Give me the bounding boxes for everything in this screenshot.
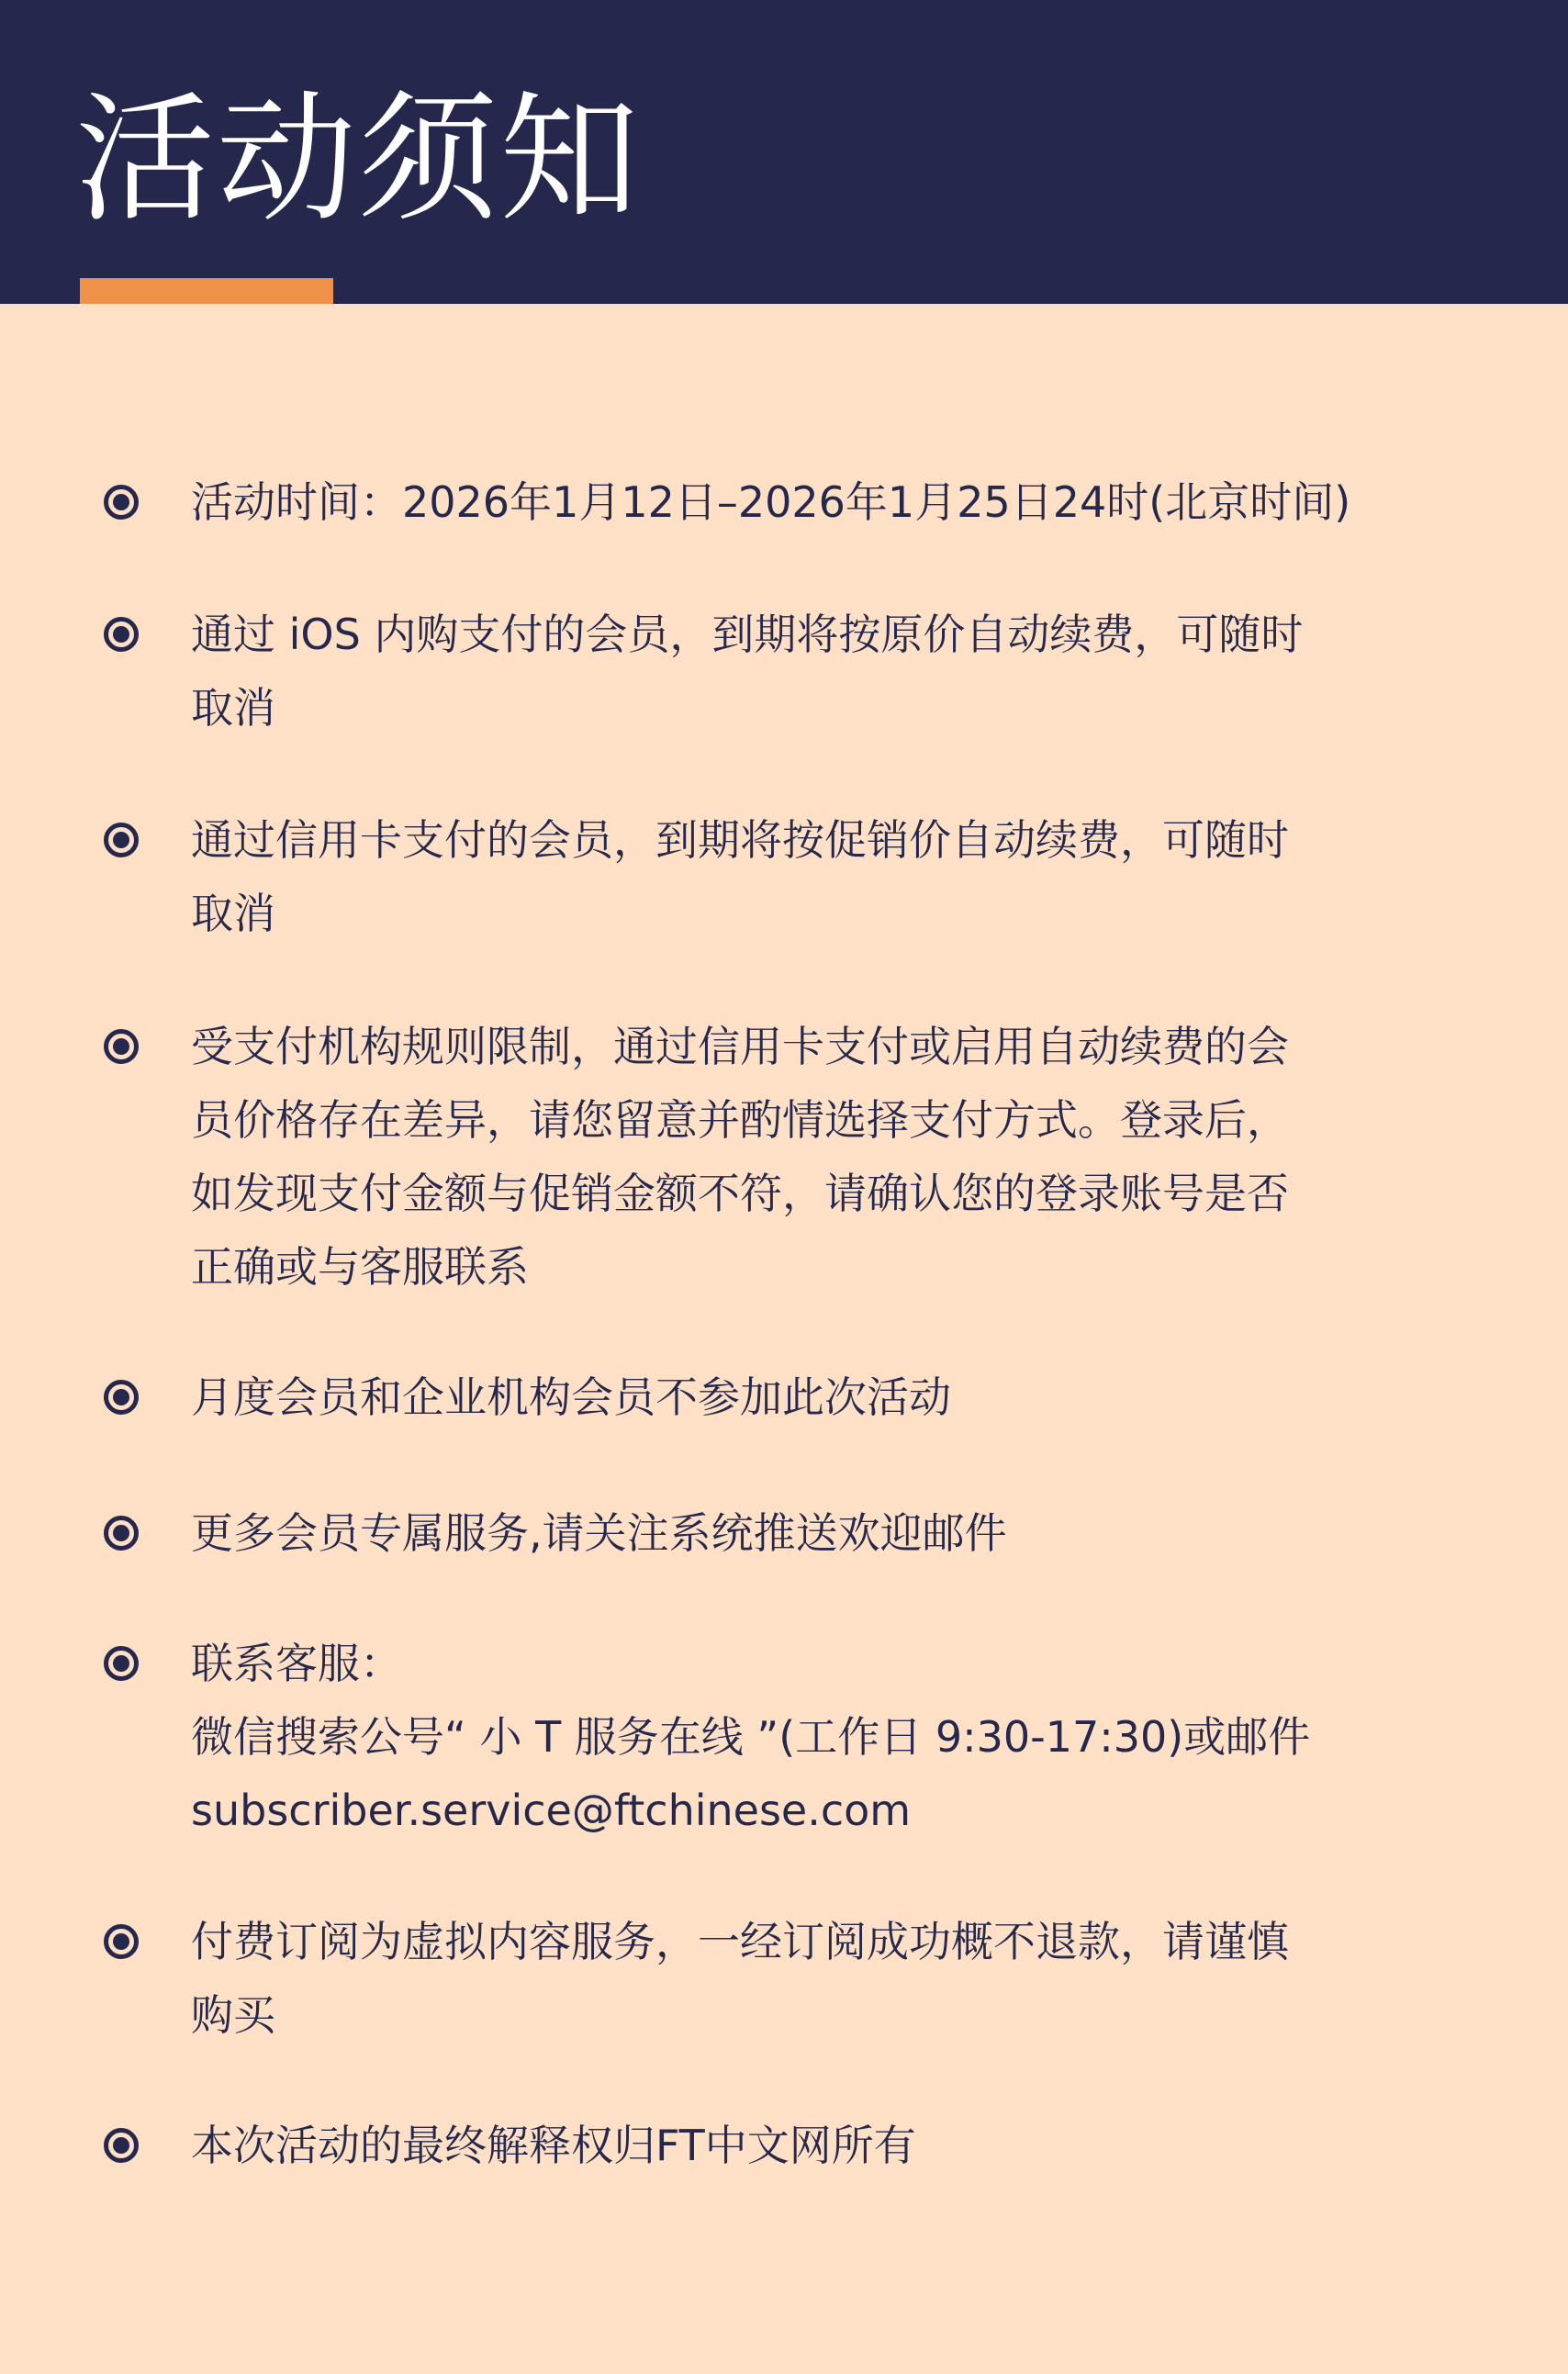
notice-item-final-interpretation	[99, 2109, 1476, 2182]
notice-item-contact	[99, 1627, 1476, 1847]
notice-text: 更多会员专属服务,请关注系统推送欢迎邮件	[191, 1508, 1007, 1558]
notice-item-member-services	[99, 1496, 1476, 1570]
page-title: 活动须知	[75, 78, 641, 241]
bullet-icon	[104, 617, 139, 652]
bullet-icon	[104, 1516, 139, 1551]
notice-item-time	[99, 465, 1476, 539]
notice-item-ios-renewal	[99, 598, 1476, 745]
bullet-icon	[104, 1380, 139, 1415]
notice-text: 通过 iOS 内购支付的会员，到期将按原价自动续费，可随时 取消	[191, 610, 1304, 733]
bullet-icon	[104, 485, 139, 520]
notice-text: 月度会员和企业机构会员不参加此次活动	[191, 1372, 951, 1422]
bullet-icon	[104, 2128, 139, 2163]
bullet-icon	[104, 1924, 139, 1959]
notice-text: 通过信用卡支付的会员，到期将按促销价自动续费，可随时 取消	[191, 815, 1289, 938]
title-accent-bar	[80, 278, 333, 304]
bullet-icon	[104, 1029, 139, 1064]
notice-item-card-renewal	[99, 803, 1476, 950]
notice-text: 本次活动的最终解释权归FT中文网所有	[191, 2121, 916, 2170]
notice-item-price-difference	[99, 1010, 1476, 1304]
bullet-icon	[104, 1646, 139, 1681]
notice-item-no-refund	[99, 1905, 1476, 2052]
notice-item-excluded-members	[99, 1361, 1476, 1434]
notice-text: 活动时间：2026年1月12日–2026年1月25日24时(北京时间)	[191, 477, 1351, 527]
notice-text: 受支付机构规则限制，通过信用卡支付或启用自动续费的会 员价格存在差异，请您留意并酌情选择支付方式。登录后， 如发现支付金额与促销金额不符，请确认您的登录账号是否 正确或与客服联系	[191, 1022, 1289, 1292]
header-banner	[0, 0, 1568, 304]
notice-text: 付费订阅为虚拟内容服务，一经订阅成功概不退款，请谨慎 购买	[191, 1917, 1289, 2040]
notice-text: 联系客服： 微信搜索公号“ 小 T 服务在线 ”(工作日 9:30-17:30)或邮件 subscriber.service@ftchinese.com	[191, 1639, 1311, 1835]
bullet-icon	[104, 823, 139, 857]
